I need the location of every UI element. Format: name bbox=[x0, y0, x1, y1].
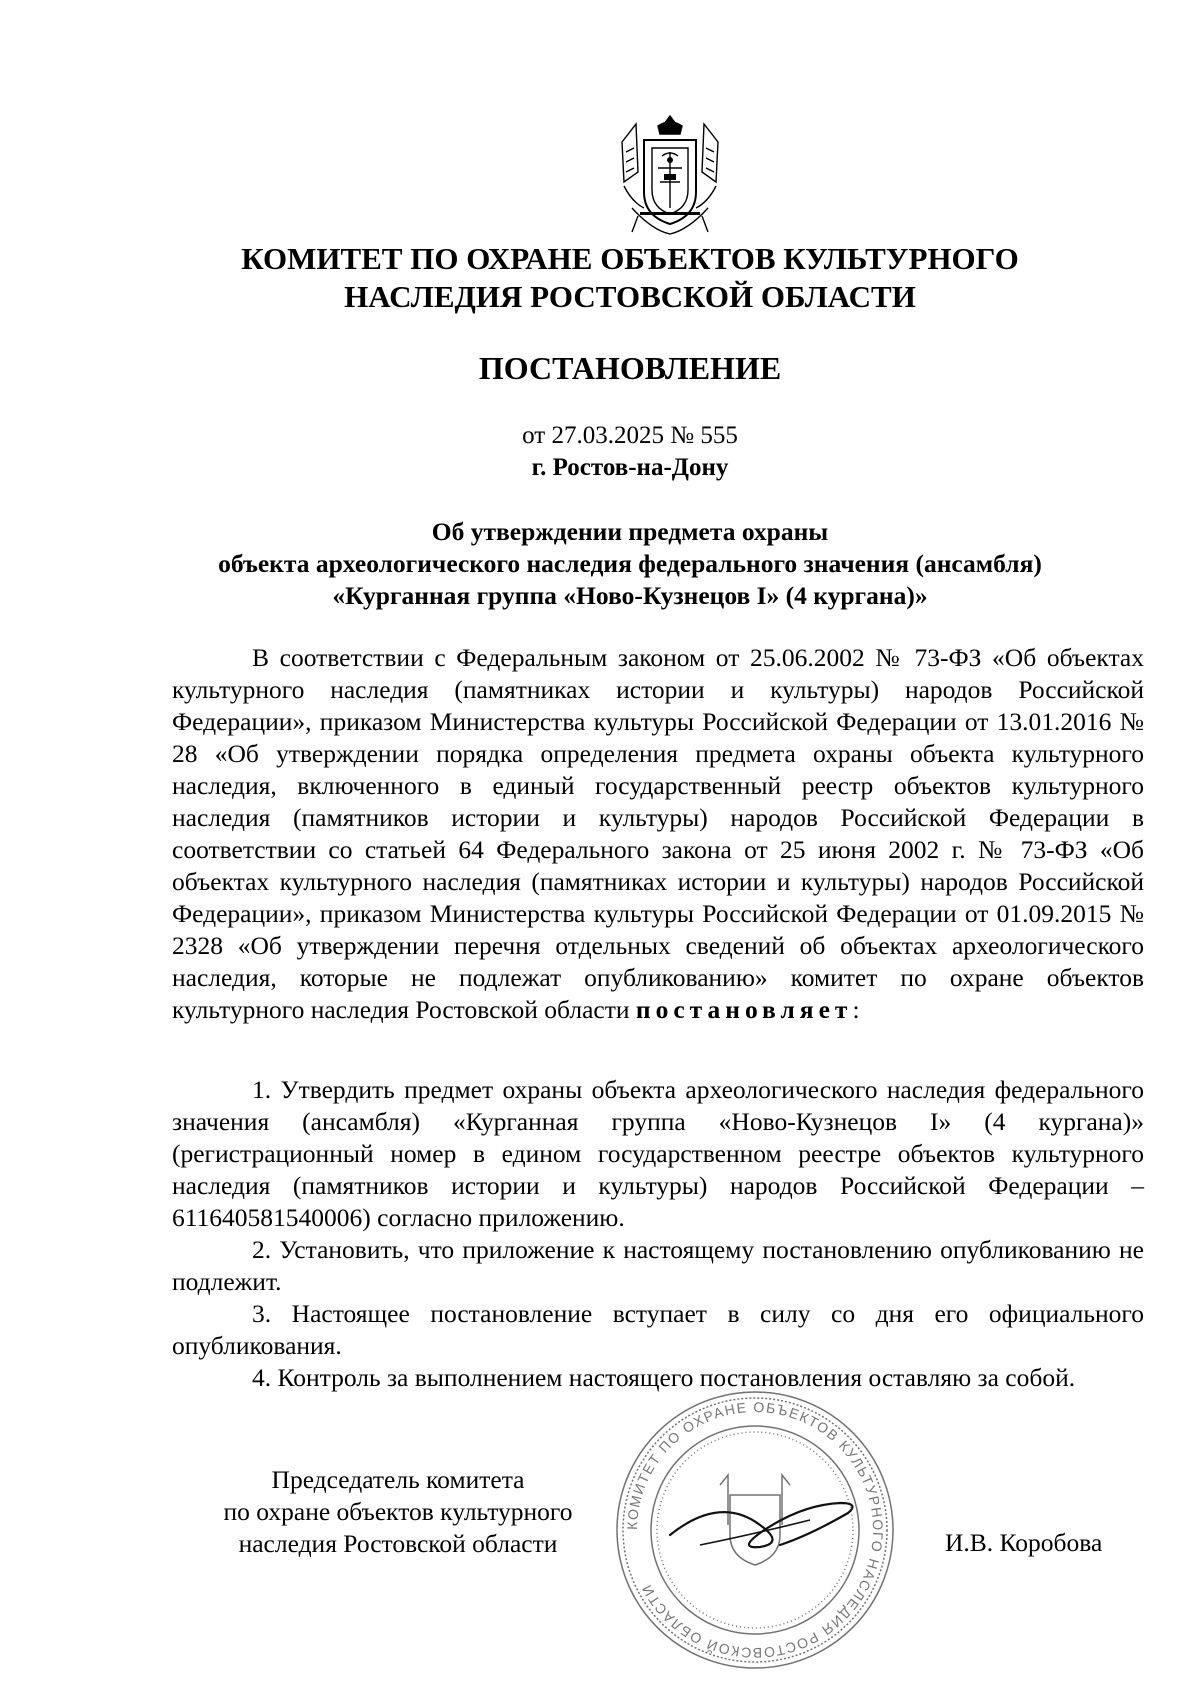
organization-name bbox=[0, 240, 1200, 316]
coat-of-arms-emblem bbox=[612, 112, 728, 240]
resolves-word: постановляет bbox=[635, 995, 853, 1024]
date-and-number: от 27.03.2025 № 555 bbox=[522, 422, 738, 449]
subject-line-3: «Курганная группа «Ново-Кузнецов I» (4 кургана)» bbox=[332, 581, 928, 610]
organization-name-line-1: КОМИТЕТ ПО ОХРАНЕ ОБЪЕКТОВ КУЛЬТУРНОГО bbox=[241, 241, 1019, 276]
signatory-title-line-1: Председатель комитета bbox=[271, 1465, 525, 1494]
document-subject bbox=[0, 516, 1200, 612]
preamble-text: В соответствии с Федеральным законом от 25.06.2002 № 73-ФЗ «Об объектах культурного наследия (памятниках истории и культуры) народов Российской Федерации», приказом Министерства культуры Российской Федерации от 13.01.2016 № 28 «Об утверждении порядка определения предмета охраны объекта культурного наследия, включенного в единый государственный реестр объектов культурного наследия (памятников истории и культуры) народов Российской Федерации в соответствии со статьей 64 Федерального закона от 25 июня 2002 г. № 73-ФЗ «Об объектах культурного наследия (памятниках истории и культуры) народов Российской Федерации», приказом Министерства культуры Российской Федерации от 01.09.2015 № 2328 «Об утверждении перечня отдельных сведений об объектах археологического наследия, которые не подлежат опубликованию» комитет по охране объектов культурного наследия Ростовской области bbox=[172, 643, 1144, 1024]
date-and-place bbox=[0, 420, 1200, 484]
preamble bbox=[172, 642, 1144, 1026]
resolution-item-3: 3. Настоящее постановление вступает в силу со дня его официального опубликования. bbox=[172, 1299, 1144, 1360]
subject-line-2: объекта археологического наследия федерального значения (ансамбля) bbox=[218, 549, 1042, 578]
signatory-title-line-3: наследия Ростовской области bbox=[238, 1529, 558, 1558]
preamble-end: : bbox=[852, 995, 860, 1024]
official-stamp bbox=[610, 1385, 900, 1675]
signatory-title-line-2: по охране объектов культурного bbox=[223, 1497, 573, 1526]
signatory-name: И.В. Коробова bbox=[945, 1528, 1103, 1557]
resolution-items bbox=[172, 1074, 1144, 1394]
resolution-item-2: 2. Установить, что приложение к настоящему постановлению опубликованию не подлежит. bbox=[172, 1235, 1144, 1296]
resolution-item-4: 4. Контроль за выполнением настоящего постановления оставляю за собой. bbox=[252, 1363, 1076, 1392]
subject-line-1: Об утверждении предмета охраны bbox=[431, 517, 829, 546]
city: г. Ростов-на-Дону bbox=[531, 454, 729, 481]
preamble-paragraph bbox=[172, 642, 1144, 1026]
organization-name-line-2: НАСЛЕДИЯ РОСТОВСКОЙ ОБЛАСТИ bbox=[344, 279, 916, 314]
resolution-item-1: 1. Утвердить предмет охраны объекта археологического наследия федерального значения (ансамбля) «Курганная группа «Ново-Кузнецов I» (4 кургана)» (регистрационный номер в едином государственном реестре объектов культурного наследия (памятников истории и культуры) народов Российской Федерации – 611640581540006) согласно приложению. bbox=[172, 1075, 1144, 1232]
signatory-title bbox=[188, 1464, 608, 1560]
svg-text:КОМИТЕТ ПО ОХРАНЕ ОБЪЕКТОВ КУЛ: КОМИТЕТ ПО ОХРАНЕ ОБЪЕКТОВ КУЛЬТУРНОГО НАСЛЕДИЯ РОСТОВСКОЙ ОБЛАСТИ bbox=[623, 1398, 887, 1662]
document-type-title: ПОСТАНОВЛЕНИЕ bbox=[478, 350, 782, 386]
